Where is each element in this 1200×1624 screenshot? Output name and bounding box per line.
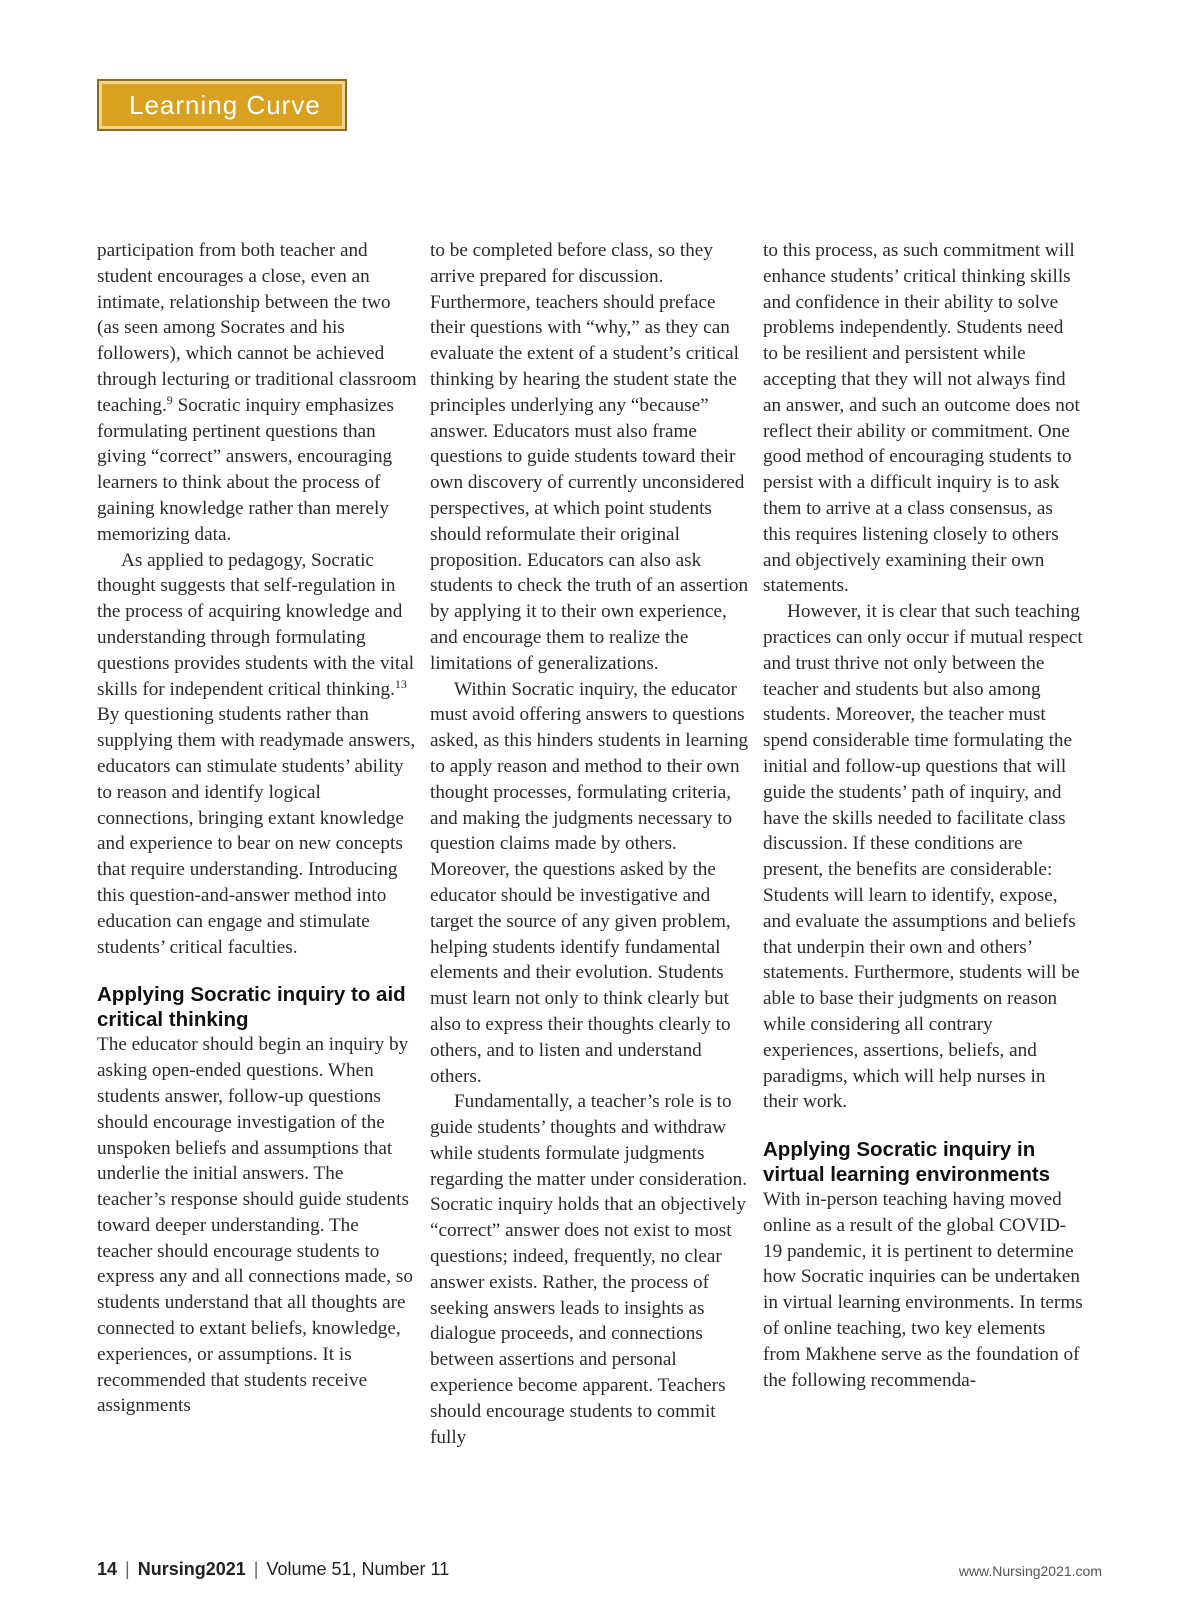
- website-link[interactable]: www.Nursing2021.com: [958, 1563, 1102, 1579]
- paragraph: [97, 238, 417, 548]
- paragraph: to this process, as such commitment will enhance students’ critical thinking skills and confidence in their ability to solve problems independently. Students need to be resilient and persistent while accepting that they will not always find an answer, and such an outcome does not reflect their ability or commitment. One good method of encouraging students to persist with a difficult inquiry is to ask them to arrive at a class consensus, as this requires listening closely to others and objectively examining their own statements.: [763, 240, 1080, 597]
- section-label: Learning Curve: [129, 90, 321, 120]
- article-column-1: [97, 238, 417, 1419]
- paragraph: Within Socratic inquiry, the educator must avoid offering answers to questions asked, as this hinders students in learning to apply reason and method to their own thought processes, formulating criteria, and making the judgments necessary to question claims made by others. Moreover, the questions asked by the educator should be investigative and target the source of any given problem, helping students identify fundamental elements and their evolution. Students must learn not only to think clearly but also to express their thoughts clearly to others, and to listen and understand others.: [430, 678, 749, 1087]
- reference-number: 9: [166, 392, 173, 407]
- section-heading: Applying Socratic inquiry in virtual learning environments: [763, 1138, 1051, 1186]
- section-heading: Applying Socratic inquiry to aid critical thinking: [97, 983, 406, 1031]
- article-column-2: [430, 238, 750, 1450]
- section-banner: [97, 79, 347, 131]
- reference-number: 13: [394, 676, 407, 691]
- page-number: 14: [97, 1559, 118, 1579]
- paragraph: to be completed before class, so they arrive prepared for discussion. Furthermore, teachers should preface their questions with “why,” as they can evaluate the extent of a student’s critical thinking by hearing the student state the principles underlying any “because” answer. Educators must also frame questions to guide students toward their own discovery of currently unconsidered perspectives, at which point students should reformulate their original proposition. Educators can also ask students to check the truth of an assertion by applying it to their own experience, and encourage them to realize the limitations of generalizations.: [430, 240, 749, 674]
- paragraph-text: As applied to pedagogy, Socratic thought suggests that self-regulation in the process of acquiring knowledge and understanding through formulating questions provides students with the vital skills for independent critical thinking.: [97, 549, 415, 700]
- paragraph-text: Socratic inquiry emphasizes formulating pertinent questions than giving “correct” answers, encouraging learners to think about the process of gaining knowledge rather than merely memorizing data.: [97, 394, 394, 545]
- paragraph-text: participation from both teacher and student encourages a close, even an intimate, relationship between the two (as seen among Socrates and his followers), which cannot be achieved through lecturing or traditional classroom teaching.: [97, 240, 417, 416]
- paragraph: With in-person teaching having moved online as a result of the global COVID-19 pandemic, it is pertinent to determine how Socratic inquiries can be undertaken in virtual learning environments. In terms of online teaching, two key elements from Makhene serve as the foundation of the following recommenda-: [763, 1189, 1083, 1391]
- paragraph: However, it is clear that such teaching practices can only occur if mutual respect and trust thrive not only between the teacher and students but also among students. Moreover, the teacher must spend considerable time formulating the initial and follow-up questions that will guide the students’ path of inquiry, and have the skills needed to facilitate class discussion. If these conditions are present, the benefits are considerable: Students will learn to identify, expose, and evaluate the assumptions and beliefs that underpin their own and others’ statements. Furthermore, students will be able to base their judgments on reason while considering all contrary experiences, assertions, beliefs, and paradigms, which will help nurses in their work.: [763, 601, 1083, 1113]
- article-column-3: [763, 238, 1083, 1393]
- paragraph-text: By questioning students rather than supplying them with readymade answers, educators can stimulate students’ ability to reason and identify logical connections, bringing extant knowledge and experience to bear on new concepts that require understanding. Introducing this question-and-answer method into education can engage and stimulate students’ critical faculties.: [97, 704, 416, 958]
- paragraph: The educator should begin an inquiry by asking open-ended questions. When students answer, follow-up questions should encourage investigation of the unspoken beliefs and assumptions that underlie the initial answers. The teacher’s response should guide students toward deeper understanding. The teacher should encourage students to express any and all connections made, so students understand that all thoughts are connected to extant beliefs, knowledge, experiences, or assumptions. It is recommended that students receive assignments: [97, 1034, 413, 1417]
- page-footer: 14 | Nursing2021 | Volume 51, Number 11: [97, 1559, 450, 1579]
- paragraph: Fundamentally, a teacher’s role is to guide students’ thoughts and withdraw while students formulate judgments regarding the matter under consideration. Socratic inquiry holds that an objectively “correct” answer does not exist to most questions; indeed, frequently, no clear answer exists. Rather, the process of seeking answers leads to insights as dialogue proceeds, and connections between assertions and personal experience become apparent. Teachers should encourage students to commit fully: [430, 1091, 748, 1448]
- journal-name: Nursing2021: [137, 1559, 246, 1579]
- paragraph: [97, 548, 417, 961]
- issue-info: Volume 51, Number 11: [266, 1559, 450, 1579]
